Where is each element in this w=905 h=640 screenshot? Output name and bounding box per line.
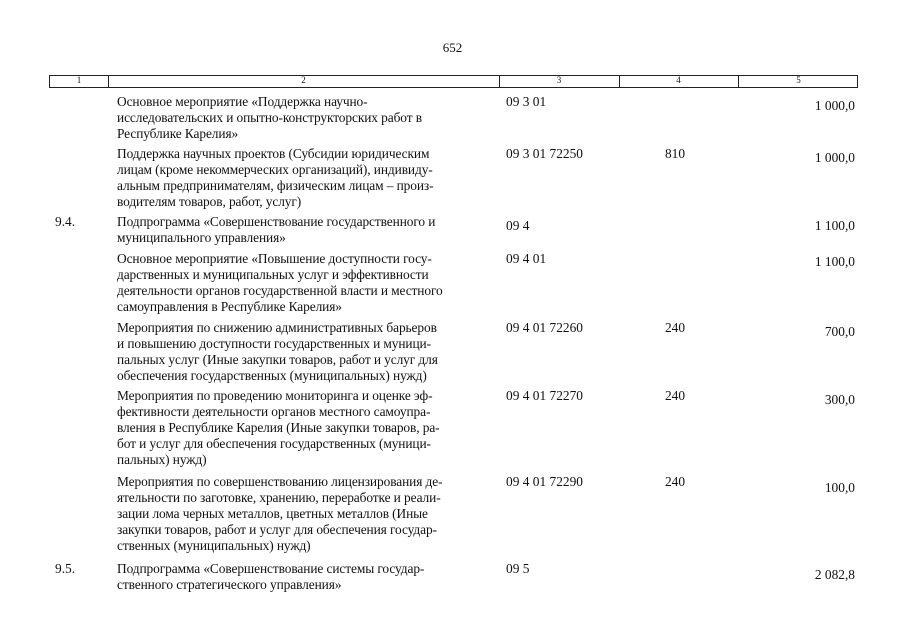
row-name-line: зации лома черных металлов, цветных металлов (Иные bbox=[117, 505, 428, 521]
row-code: 09 3 01 72250 bbox=[506, 146, 583, 161]
row-expense-type: 240 bbox=[664, 388, 686, 403]
row-name-line: пальных услуг (Иные закупки товаров, работ и услуг для bbox=[117, 351, 438, 367]
row-name-line: альным предпринимателям, физическим лицам – произ- bbox=[117, 177, 434, 193]
row-name-line: Мероприятия по снижению административных барьеров bbox=[117, 320, 437, 335]
row-amount: 100,0 bbox=[824, 480, 855, 495]
row-name-line: дарственных и муниципальных услуг и эффективности bbox=[117, 266, 429, 282]
row-name-line: вления в Республике Карелия (Иные закупки товаров, ра- bbox=[117, 419, 440, 435]
row-name bbox=[117, 474, 502, 554]
row-name bbox=[117, 561, 502, 593]
row-name-line: обеспечения государственных (муниципальных) нужд) bbox=[117, 367, 427, 383]
table-header bbox=[49, 75, 858, 88]
row-name bbox=[117, 320, 502, 384]
row-name bbox=[117, 146, 502, 210]
header-col-4: 4 bbox=[676, 75, 681, 85]
row-name-line: Основное мероприятие «Повышение доступности госу- bbox=[117, 251, 432, 266]
row-name-line: ственного стратегического управления» bbox=[117, 576, 342, 592]
header-col-2: 2 bbox=[301, 75, 306, 85]
row-name bbox=[117, 251, 502, 315]
row-code: 09 4 01 72260 bbox=[506, 320, 583, 335]
row-name-line: Республике Карелия» bbox=[117, 125, 239, 141]
row-name-line: самоуправления в Республике Карелия» bbox=[117, 298, 342, 314]
row-amount: 700,0 bbox=[824, 324, 855, 339]
row-name-line: фективности деятельности органов местного самоупра- bbox=[117, 403, 431, 419]
row-name-line: лицам (кроме некоммерческих организаций), индивиду- bbox=[117, 161, 433, 177]
row-name-line: Подпрограмма «Совершенствование государственного и bbox=[117, 214, 436, 229]
row-expense-type: 810 bbox=[664, 146, 686, 161]
row-code: 09 4 01 72290 bbox=[506, 474, 583, 489]
row-code: 09 3 01 bbox=[506, 94, 547, 109]
row-name-line: Мероприятия по совершенствованию лицензирования де- bbox=[117, 474, 443, 489]
row-amount: 1 100,0 bbox=[814, 218, 855, 233]
row-expense-type: 240 bbox=[664, 474, 686, 489]
row-amount: 1 000,0 bbox=[814, 98, 855, 113]
row-code: 09 4 01 72270 bbox=[506, 388, 583, 403]
header-col-3: 3 bbox=[556, 75, 562, 85]
row-name-line: ственных (муниципальных) нужд) bbox=[117, 537, 311, 553]
row-name-line: закупки товаров, работ и услуг для обеспечения государ- bbox=[117, 521, 437, 537]
row-name-line: муниципального управления» bbox=[117, 229, 286, 245]
row-number: 9.4. bbox=[55, 214, 76, 229]
row-code: 09 5 bbox=[506, 561, 530, 576]
row-name bbox=[117, 388, 502, 468]
row-name-line: бот и услуг для обеспечения государственных (муници- bbox=[117, 435, 431, 451]
row-name-line: деятельности органов государственной власти и местного bbox=[117, 282, 443, 298]
row-code: 09 4 01 bbox=[506, 251, 547, 266]
row-code: 09 4 bbox=[506, 218, 530, 233]
row-name-line: ятельности по заготовке, хранению, переработке и реали- bbox=[117, 489, 441, 505]
row-number: 9.5. bbox=[55, 561, 76, 576]
row-amount: 1 100,0 bbox=[814, 254, 855, 269]
row-name-line: и повышению доступности государственных и муници- bbox=[117, 335, 431, 351]
row-name-line: Поддержка научных проектов (Субсидии юридическим bbox=[117, 146, 430, 161]
row-amount: 300,0 bbox=[824, 392, 855, 407]
row-name-line: водителям товаров, работ, услуг) bbox=[117, 193, 302, 209]
row-name-line: Основное мероприятие «Поддержка научно- bbox=[117, 94, 368, 109]
row-name-line: пальных) нужд) bbox=[117, 451, 207, 467]
row-name-line: Мероприятия по проведению мониторинга и оценке эф- bbox=[117, 388, 433, 403]
row-amount: 2 082,8 bbox=[814, 567, 855, 582]
header-col-1: 1 bbox=[76, 75, 82, 85]
row-name-line: исследовательских и опытно-конструкторских работ в bbox=[117, 109, 422, 125]
row-amount: 1 000,0 bbox=[814, 150, 855, 165]
row-expense-type: 240 bbox=[664, 320, 686, 335]
page-number: 652 bbox=[442, 40, 463, 55]
row-name bbox=[117, 214, 502, 246]
row-name bbox=[117, 94, 502, 142]
row-name-line: Подпрограмма «Совершенствование системы государ- bbox=[117, 561, 425, 576]
header-col-5: 5 bbox=[796, 75, 801, 85]
